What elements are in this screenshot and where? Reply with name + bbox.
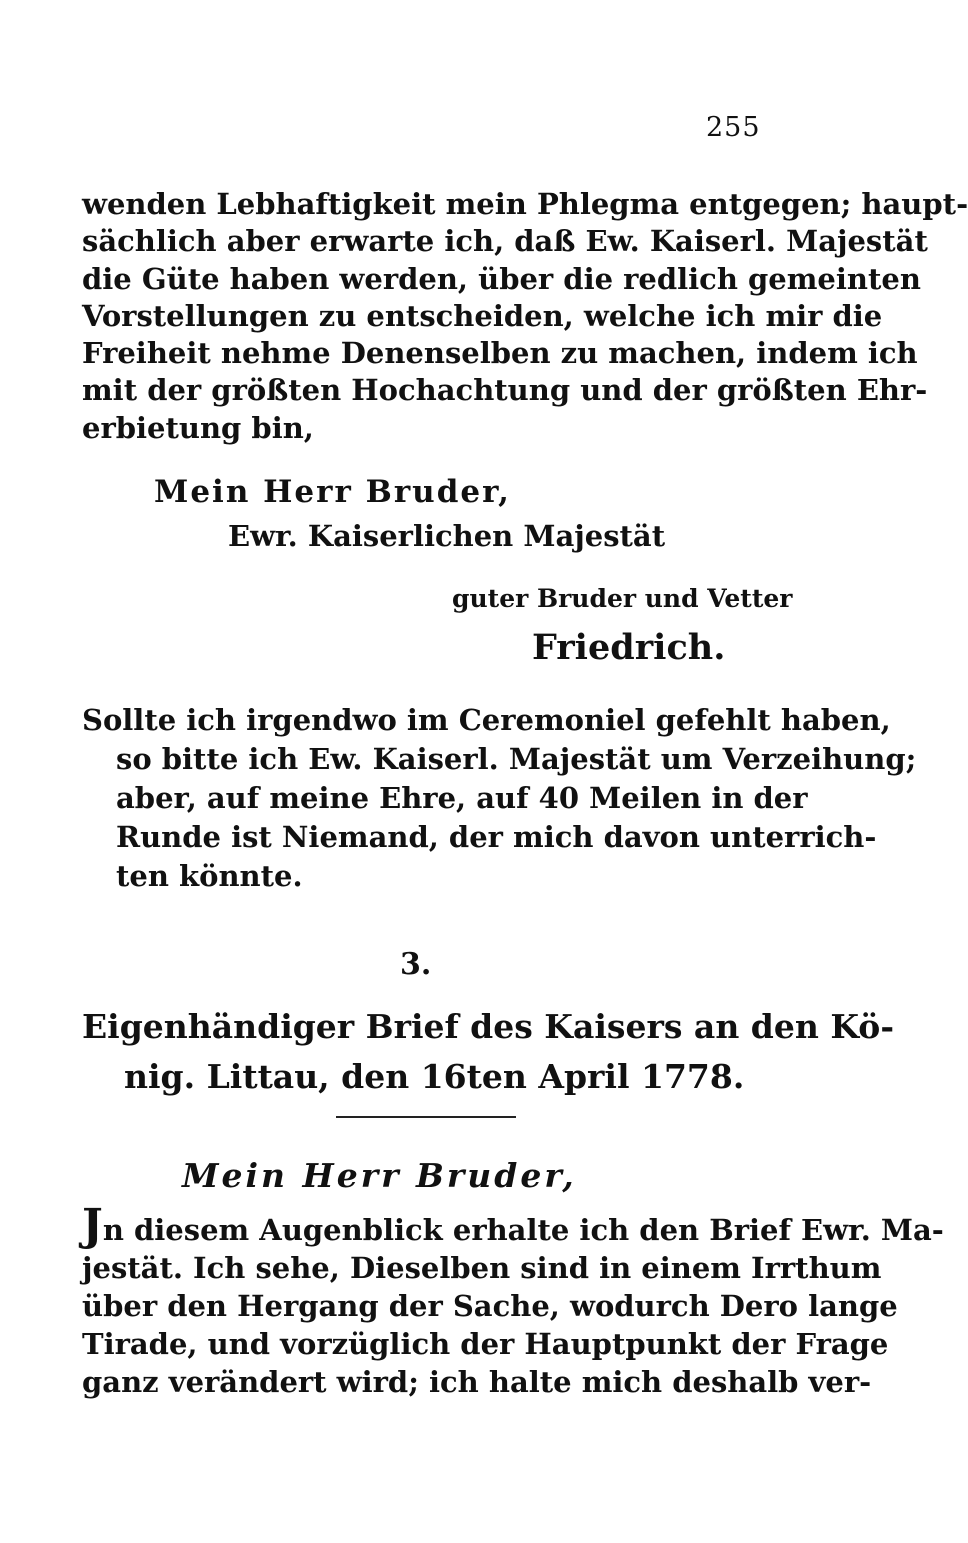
signature-name: Friedrich.	[532, 627, 726, 668]
text-line: ganz verändert wird; ich halte mich deshalb ver-	[82, 1365, 872, 1399]
letter-1-paragraph	[82, 186, 968, 447]
text-line: über den Hergang der Sache, wodurch Dero lange	[82, 1289, 898, 1323]
text-line: Sollte ich irgendwo im Ceremoniel gefehlt haben,	[82, 703, 891, 737]
divider-rule	[336, 1116, 516, 1118]
section-number: 3.	[400, 947, 432, 982]
postscript	[82, 701, 917, 896]
page-number: 255	[706, 112, 761, 143]
text-line: aber, auf meine Ehre, auf 40 Meilen in der	[116, 781, 808, 815]
text-line: erbietung bin,	[82, 410, 314, 445]
initial-letter: J	[82, 1200, 103, 1251]
letter-2-greeting: Mein Herr Bruder,	[182, 1156, 577, 1195]
text-line: jestät. Ich sehe, Dieselben sind in einem Irrthum	[82, 1251, 882, 1285]
letter-2-paragraph	[82, 1200, 944, 1401]
text-line: so bitte ich Ew. Kaiserl. Majestät um Verzeihung;	[116, 742, 917, 776]
text-line: ten könnte.	[116, 859, 303, 893]
text-line: Freiheit nehme Denenselben zu machen, indem ich	[82, 336, 918, 371]
text-line: mit der größten Hochachtung und der größten Ehr-	[82, 373, 928, 408]
text-line: Vorstellungen zu entscheiden, welche ich mir die	[82, 298, 883, 333]
text-line: die Güte haben werden, über die redlich gemeinten	[82, 261, 921, 296]
text-line-rest: n diesem Augenblick erhalte ich den Brief Ewr. Ma-	[102, 1213, 944, 1247]
heading-line: nig. Littau, den 16ten April 1778.	[124, 1057, 745, 1096]
closing-address: Ewr. Kaiserlichen Majestät	[228, 519, 666, 553]
text-line: Tirade, und vorzüglich der Hauptpunkt der Frage	[82, 1327, 889, 1361]
closing-salutation: Mein Herr Bruder,	[154, 474, 511, 510]
text-line: Runde ist Niemand, der mich davon unterrich-	[116, 820, 877, 854]
closing-relation: guter Bruder und Vetter	[452, 584, 793, 613]
section-heading	[82, 1002, 895, 1102]
text-line	[82, 1200, 944, 1251]
heading-line: Eigenhändiger Brief des Kaisers an den Kö-	[82, 1007, 895, 1046]
text-line: sächlich aber erwarte ich, daß Ew. Kaiserl. Majestät	[82, 224, 928, 259]
text-line: wenden Lebhaftigkeit mein Phlegma entgegen; haupt-	[82, 187, 968, 221]
